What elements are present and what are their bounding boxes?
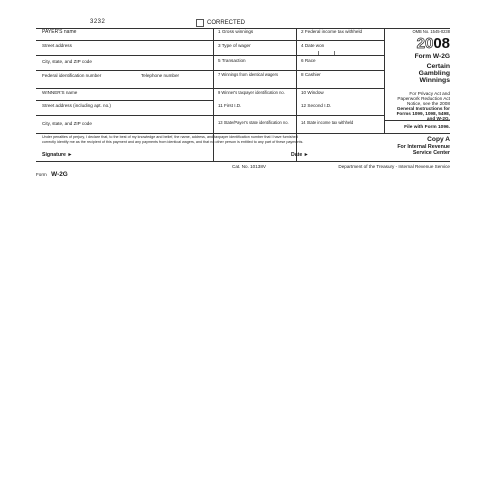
title-line-1: Certain [426, 63, 450, 70]
payer-street-label: Street address [42, 43, 72, 48]
date-tick-2 [334, 51, 335, 55]
corrected-label: CORRECTED [207, 19, 246, 26]
winner-city-divider [36, 133, 384, 134]
box-row3-divider [213, 70, 384, 71]
box-11-first-id: 11 First I.D. [218, 103, 242, 108]
box-3-type-of-wager: 3 Type of wager [218, 43, 251, 48]
omb-number: OMB No. 1545-0238 [412, 29, 450, 34]
box-row4-divider [213, 88, 384, 89]
box-row2-divider [213, 55, 384, 56]
privacy-line-6: and W-2G. [426, 116, 450, 122]
form-title [419, 63, 450, 85]
file-with-form: File with Form 1096. [404, 125, 450, 130]
payer-street-divider [36, 55, 213, 56]
copy-label: Copy A [427, 136, 450, 143]
box-2-federal-tax-withheld: 2 Federal income tax withheld [301, 29, 363, 34]
perjury-line-1: Under penalties of perjury, I declare that, to the best of my knowledge and belief, the name, address, and taxpayer identification number that I have furnished [42, 135, 298, 139]
payer-name-label: PAYER'S name [42, 29, 77, 35]
box-row5-divider [213, 115, 384, 116]
privacy-notice [397, 91, 450, 122]
footer-department: Department of the Treasury - Internal Revenue Service [338, 164, 450, 169]
copy-destination-line-2: Service Center [412, 149, 450, 156]
payer-phone-label: Telephone number [141, 73, 180, 78]
payer-name-divider [36, 40, 213, 41]
privacy-line-4: General Instructions for [396, 106, 450, 112]
copy-destination-line-1: For Internal Revenue [397, 144, 450, 150]
privacy-line-3: Notice, see the 2008 [407, 101, 450, 107]
form-name-side: Form W-2G [414, 53, 450, 60]
box-6-race: 6 Race [301, 58, 316, 63]
box-12-second-id: 12 Second I.D. [301, 103, 332, 108]
box-5-transaction: 5 Transaction [218, 58, 246, 63]
payer-id-divider [36, 88, 213, 89]
title-line-2: Gambling [418, 70, 450, 78]
form-bottom-border [36, 161, 450, 162]
date-label: Date ► [291, 152, 309, 158]
box-7-identical-wagers: 7 Winnings from identical wagers [218, 72, 279, 77]
corrected-checkbox[interactable] [196, 19, 204, 27]
footer-form-name: W-2G [51, 171, 68, 178]
copy-destination [397, 145, 450, 157]
title-line-3: Winnings [419, 77, 450, 85]
tax-year-prefix: 20 [416, 35, 434, 52]
privacy-line-2: Paperwork Reduction Act [397, 96, 450, 102]
winner-name-label: WINNER'S name [42, 90, 78, 95]
column-divider-right [384, 28, 385, 133]
box-14-state-tax-withheld: 14 State income tax withheld [301, 120, 354, 125]
privacy-line-5: Forms 1099, 1098, 5498, [396, 111, 450, 117]
payer-fed-id-label: Federal identification number [42, 73, 102, 78]
winner-street-divider [36, 115, 213, 116]
form-code: 3232 [90, 19, 106, 25]
signature-label: Signature ► [42, 152, 73, 158]
box-9-winner-tin: 9 Winner's taxpayer identification no. [218, 90, 285, 95]
winner-name-divider [36, 100, 213, 101]
box-13-state-id: 13 State/Payer's state identification no. [218, 120, 289, 125]
tax-year [417, 36, 450, 51]
box-8-cashier: 8 Cashier [301, 72, 321, 77]
footer-cat-no: Cat. No. 10138V [232, 164, 266, 169]
box-row1-divider [213, 40, 384, 41]
box-4-date-won: 4 Date won [301, 43, 325, 48]
box-1-gross-winnings: 1 Gross winnings [218, 29, 254, 34]
winner-street-label: Street address (including apt. no.) [42, 103, 111, 108]
date-tick-1 [318, 51, 319, 55]
payer-city-label: City, state, and ZIP code [42, 59, 92, 64]
box-10-window: 10 Window [301, 90, 324, 95]
winner-city-label: City, state, and ZIP code [42, 121, 92, 126]
footer-form [36, 164, 68, 180]
copy-divider [384, 133, 450, 134]
payer-city-divider [36, 70, 213, 71]
footer-form-prefix: Form [36, 172, 47, 177]
tax-year-suffix: 08 [433, 35, 450, 52]
perjury-line-2: correctly identify me as the recipient of this payment and any payments from identical wagers, and that no other person is entitled to any part of these payments. [42, 140, 304, 144]
privacy-line-1: For Privacy Act and [409, 91, 450, 96]
